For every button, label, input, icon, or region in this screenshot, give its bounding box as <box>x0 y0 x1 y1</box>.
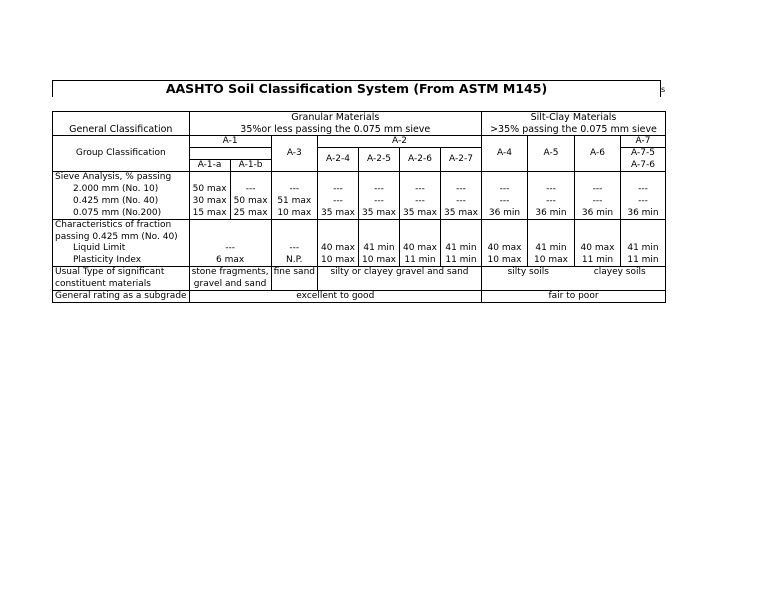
ll-value: 40 max <box>575 243 621 255</box>
sieve-value: 51 max <box>271 196 317 208</box>
sieve-value: --- <box>359 184 400 196</box>
group-a6: A-6 <box>575 136 621 172</box>
group-a3: A-3 <box>271 136 317 172</box>
pi-value: 10 max <box>318 255 359 267</box>
table-row <box>53 267 666 279</box>
sieve-value: --- <box>271 184 317 196</box>
group-a76: A-7-6 <box>621 160 666 172</box>
group-a4: A-4 <box>482 136 528 172</box>
page-title: AASHTO Soil Classification System (From ASTM M145) <box>52 80 661 97</box>
sieve-value: --- <box>482 196 528 208</box>
plasticity-index-label: Plasticity Index <box>53 255 190 267</box>
group-a7: A-7 <box>621 136 666 148</box>
materials-label-line1: Usual Type of significant <box>53 267 190 279</box>
sieve-row-label: 2.000 mm (No. 10) <box>53 184 190 196</box>
sieve-value: --- <box>441 196 482 208</box>
ll-value: --- <box>189 243 271 255</box>
sieve-analysis-label: Sieve Analysis, % passing <box>53 172 190 184</box>
sieve-value: 36 min <box>575 208 621 220</box>
group-classification-label: Group Classification <box>53 136 190 172</box>
group-a5: A-5 <box>528 136 575 172</box>
table-row <box>53 243 666 255</box>
ll-value: --- <box>271 243 317 255</box>
sieve-value: --- <box>400 184 441 196</box>
sieve-value: --- <box>575 196 621 208</box>
table-row <box>53 279 666 291</box>
pi-value: 10 max <box>482 255 528 267</box>
sieve-value: 36 min <box>621 208 666 220</box>
sieve-value: --- <box>528 184 575 196</box>
sieve-value: --- <box>621 184 666 196</box>
siltclay-header-line1: Silt-Clay Materials <box>482 112 666 124</box>
pi-value: 11 min <box>575 255 621 267</box>
sieve-value: 36 min <box>482 208 528 220</box>
siltclay-header-line2: >35% passing the 0.075 mm sieve <box>482 124 666 136</box>
sieve-value: --- <box>528 196 575 208</box>
table-row <box>53 112 666 124</box>
stray-mark: s <box>661 85 666 94</box>
table-row <box>53 255 666 267</box>
table-row <box>53 196 666 208</box>
group-a75: A-7-5 <box>621 148 666 160</box>
table-row <box>53 232 666 243</box>
sieve-value: 35 max <box>400 208 441 220</box>
table-row <box>53 124 666 136</box>
table-row <box>53 172 666 184</box>
stone-fragments-line1: stone fragments, <box>189 267 271 279</box>
sieve-value: 15 max <box>189 208 230 220</box>
group-a24: A-2-4 <box>318 148 359 172</box>
sieve-value: 50 max <box>189 184 230 196</box>
sieve-value: 10 max <box>271 208 317 220</box>
table-row <box>53 220 666 232</box>
pi-value: 10 max <box>359 255 400 267</box>
classification-table <box>52 111 666 303</box>
sieve-value: 35 max <box>318 208 359 220</box>
general-classification-label: General Classification <box>53 124 190 136</box>
pi-value: N.P. <box>271 255 317 267</box>
pi-value: 11 min <box>621 255 666 267</box>
table-row <box>53 291 666 303</box>
rating-label: General rating as a subgrade <box>53 291 190 303</box>
sieve-row-label: 0.075 mm (No.200) <box>53 208 190 220</box>
sieve-value: --- <box>230 184 271 196</box>
sieve-value: 35 max <box>359 208 400 220</box>
sieve-value: 50 max <box>230 196 271 208</box>
group-a25: A-2-5 <box>359 148 400 172</box>
sieve-value: --- <box>441 184 482 196</box>
sieve-row-label: 0.425 mm (No. 40) <box>53 196 190 208</box>
liquid-limit-label: Liquid Limit <box>53 243 190 255</box>
sieve-value: --- <box>359 196 400 208</box>
group-a1: A-1 <box>189 136 271 148</box>
pi-value: 10 max <box>528 255 575 267</box>
sieve-value: --- <box>400 196 441 208</box>
fine-sand: fine sand <box>271 267 317 279</box>
ll-value: 41 min <box>528 243 575 255</box>
ll-value: 41 min <box>621 243 666 255</box>
group-a27: A-2-7 <box>441 148 482 172</box>
stone-fragments-line2: gravel and sand <box>189 279 271 291</box>
granular-header-line1: Granular Materials <box>189 112 481 124</box>
ll-value: 40 max <box>400 243 441 255</box>
group-a26: A-2-6 <box>400 148 441 172</box>
ll-value: 40 max <box>318 243 359 255</box>
group-a1a: A-1-a <box>189 160 230 172</box>
sieve-value: 25 max <box>230 208 271 220</box>
pi-value: 11 min <box>400 255 441 267</box>
sieve-value: 35 max <box>441 208 482 220</box>
rating-siltclay: fair to poor <box>482 291 666 303</box>
fraction-label-line1: Characteristics of fraction <box>53 220 190 232</box>
materials-label-line2: constituent materials <box>53 279 190 291</box>
group-a1b: A-1-b <box>230 160 271 172</box>
ll-value: 40 max <box>482 243 528 255</box>
fraction-label-line2: passing 0.425 mm (No. 40) <box>53 232 190 243</box>
ll-value: 41 min <box>359 243 400 255</box>
table-row <box>53 136 666 148</box>
pi-value: 6 max <box>189 255 271 267</box>
sieve-value: 36 min <box>528 208 575 220</box>
sieve-value: --- <box>621 196 666 208</box>
sieve-value: --- <box>318 196 359 208</box>
ll-value: 41 min <box>441 243 482 255</box>
silty-clayey-gravel: silty or clayey gravel and sand <box>318 267 482 279</box>
table-row <box>53 184 666 196</box>
clayey-soils: clayey soils <box>575 267 666 279</box>
sieve-value: 30 max <box>189 196 230 208</box>
rating-granular: excellent to good <box>189 291 481 303</box>
silty-soils: silty soils <box>507 267 549 278</box>
table-row <box>53 208 666 220</box>
granular-header-line2: 35%or less passing the 0.075 mm sieve <box>189 124 481 136</box>
group-a2: A-2 <box>318 136 482 148</box>
sieve-value: --- <box>482 184 528 196</box>
sieve-value: --- <box>318 184 359 196</box>
pi-value: 11 min <box>441 255 482 267</box>
sieve-value: --- <box>575 184 621 196</box>
